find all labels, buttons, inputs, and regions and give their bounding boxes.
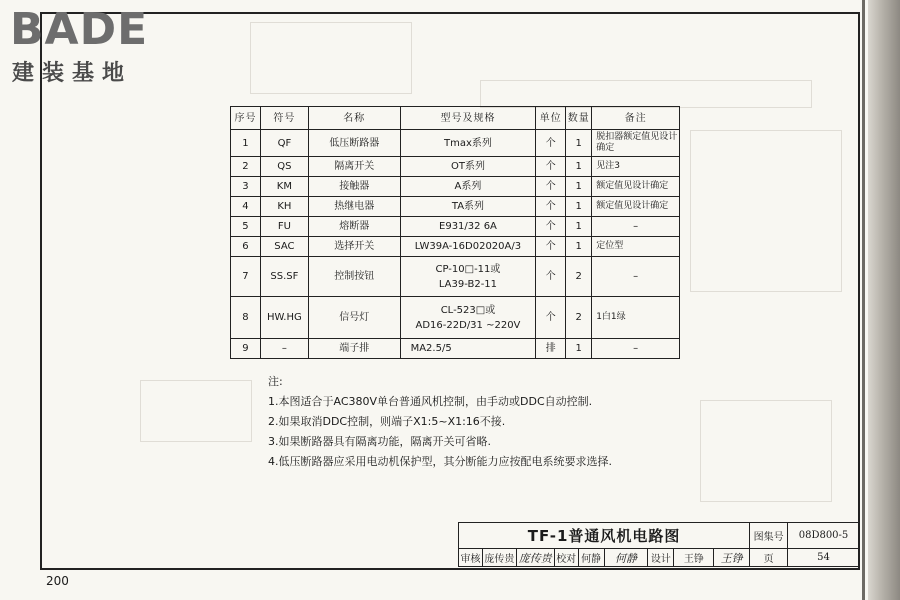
col-header-qty: 数量 [566, 107, 592, 130]
cell-unit: 个 [536, 130, 566, 157]
cell-unit: 个 [536, 297, 566, 339]
reviewer-name: 庞传贵 [482, 549, 516, 567]
cell-qty: 2 [566, 257, 592, 297]
cell-model: OT系列 [400, 157, 536, 177]
cell-remark: – [592, 257, 680, 297]
title-block [458, 522, 860, 567]
cell-no: 6 [231, 237, 261, 257]
cell-symbol: SAC [260, 237, 308, 257]
cell-name: 接触器 [308, 177, 400, 197]
col-header-no: 序号 [231, 107, 261, 130]
cell-model: E931/32 6A [400, 217, 536, 237]
note-item-3: 3.如果断路器具有隔离功能，隔离开关可省略. [268, 435, 491, 448]
cell-remark: 脱扣器额定值见设计确定 [592, 130, 680, 157]
binding-edge [862, 0, 865, 600]
cell-unit: 个 [536, 237, 566, 257]
cell-name: 热继电器 [308, 197, 400, 217]
ghost-box-3 [140, 380, 252, 442]
cell-qty: 1 [566, 177, 592, 197]
designer-name: 王铮 [674, 549, 714, 567]
cell-symbol: SS.SF [260, 257, 308, 297]
cell-model: Tmax系列 [400, 130, 536, 157]
cell-no: 5 [231, 217, 261, 237]
atlas-number: 08D800-5 [788, 523, 860, 549]
atlas-number-label: 图集号 [750, 523, 788, 549]
cell-model: MA2.5/5 [400, 339, 536, 359]
logo-tagline: 建装基地 [12, 61, 133, 86]
note-item-4: 4.低压断路器应采用电动机保护型，其分断能力应按配电系统要求选择. [268, 455, 612, 468]
drawing-title: TF-1普通风机电路图 [459, 523, 750, 549]
cell-no: 8 [231, 297, 261, 339]
cell-name: 低压断路器 [308, 130, 400, 157]
col-header-symbol: 符号 [260, 107, 308, 130]
notes-section [268, 372, 612, 472]
cell-unit: 个 [536, 157, 566, 177]
notes-heading: 注: [268, 375, 283, 388]
cell-model-two-line [400, 257, 536, 297]
cell-remark: 额定值见设计确定 [592, 177, 680, 197]
cell-model-two-line [400, 297, 536, 339]
review-label: 审核 [459, 549, 483, 567]
designer-signature: 王铮 [714, 549, 750, 567]
cell-no: 3 [231, 177, 261, 197]
cell-name: 信号灯 [308, 297, 400, 339]
cell-symbol: KH [260, 197, 308, 217]
cell-qty: 1 [566, 130, 592, 157]
cell-unit: 个 [536, 197, 566, 217]
cell-name: 熔断器 [308, 217, 400, 237]
cell-qty: 1 [566, 157, 592, 177]
table-row [231, 177, 680, 197]
table-row [231, 297, 680, 339]
cell-no: 9 [231, 339, 261, 359]
cell-symbol: QS [260, 157, 308, 177]
cell-no: 2 [231, 157, 261, 177]
model-line-1: CP-10□-11或 [435, 263, 501, 275]
table-row [231, 197, 680, 217]
note-item-1: 1.本图适合于AC380V单台普通风机控制，由手动或DDC自动控制. [268, 395, 593, 408]
table-row [231, 339, 680, 359]
cell-qty: 1 [566, 237, 592, 257]
cell-symbol: KM [260, 177, 308, 197]
cell-no: 4 [231, 197, 261, 217]
model-line-1: CL-523□或 [440, 304, 496, 316]
page-label: 页 [750, 549, 788, 567]
checker-signature: 何静 [604, 549, 648, 567]
design-label: 设计 [648, 549, 674, 567]
cell-remark: 额定值见设计确定 [592, 197, 680, 217]
table-row [231, 257, 680, 297]
ghost-box-2 [480, 80, 812, 108]
cell-symbol: FU [260, 217, 308, 237]
book-page-number: 200 [46, 574, 69, 588]
reviewer-signature: 庞传贵 [516, 549, 554, 567]
bade-logo [8, 4, 178, 84]
model-line-2: AD16-22D/31 ~220V [415, 319, 521, 331]
col-header-model: 型号及规格 [400, 107, 536, 130]
col-header-unit: 单位 [536, 107, 566, 130]
cell-name: 端子排 [308, 339, 400, 359]
cell-model: LW39A-16D02020A/3 [400, 237, 536, 257]
cell-qty: 1 [566, 197, 592, 217]
cell-unit: 个 [536, 257, 566, 297]
book-spine [868, 0, 900, 600]
cell-remark: – [592, 217, 680, 237]
table-row [231, 157, 680, 177]
cell-symbol: QF [260, 130, 308, 157]
table-row [231, 217, 680, 237]
note-item-2: 2.如果取消DDC控制，则端子X1:5~X1:16不接. [268, 415, 506, 428]
cell-name: 选择开关 [308, 237, 400, 257]
cell-qty: 1 [566, 339, 592, 359]
parts-table [230, 106, 680, 359]
cell-unit: 个 [536, 217, 566, 237]
cell-remark: 定位型 [592, 237, 680, 257]
table-row [231, 237, 680, 257]
checker-name: 何静 [578, 549, 604, 567]
cell-name: 隔离开关 [308, 157, 400, 177]
cell-unit: 排 [536, 339, 566, 359]
cell-qty: 2 [566, 297, 592, 339]
cell-name: 控制按钮 [308, 257, 400, 297]
ghost-box-5 [700, 400, 832, 502]
cell-model: A系列 [400, 177, 536, 197]
ghost-box-4 [690, 130, 842, 292]
cell-remark: – [592, 339, 680, 359]
col-header-remark: 备注 [592, 107, 680, 130]
page-number: 54 [788, 549, 860, 567]
parts-table-header [231, 107, 680, 130]
model-line-2: LA39-B2-11 [438, 278, 498, 290]
cell-unit: 个 [536, 177, 566, 197]
cell-no: 1 [231, 130, 261, 157]
col-header-name: 名称 [308, 107, 400, 130]
cell-remark: 见注3 [592, 157, 680, 177]
ghost-box-1 [250, 22, 412, 94]
table-row [231, 130, 680, 157]
logo-brand: BADE [10, 4, 149, 55]
cell-remark: 1白1绿 [592, 297, 680, 339]
cell-symbol: HW.HG [260, 297, 308, 339]
check-label: 校对 [554, 549, 578, 567]
cell-no: 7 [231, 257, 261, 297]
cell-qty: 1 [566, 217, 592, 237]
cell-model: TA系列 [400, 197, 536, 217]
cell-symbol: – [260, 339, 308, 359]
